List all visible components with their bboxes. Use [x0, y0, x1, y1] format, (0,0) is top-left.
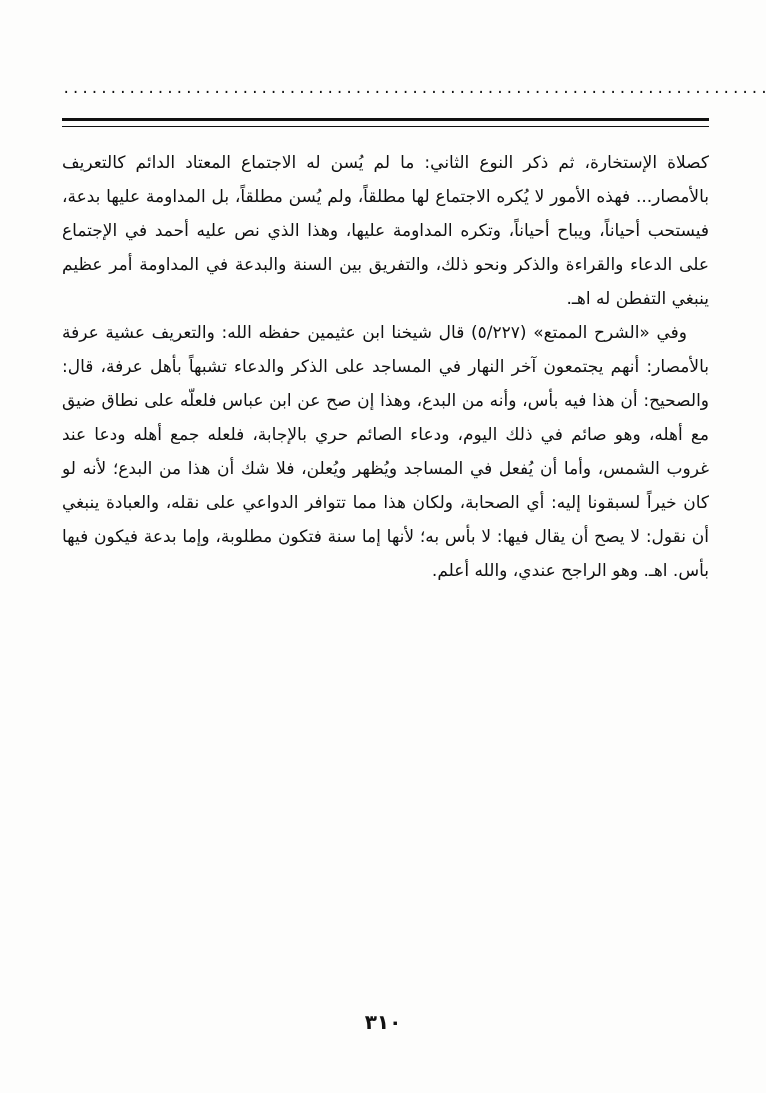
paragraph-1: كصلاة الإستخارة، ثم ذكر النوع الثاني: ما لم يُسن له الاجتماع المعتاد الدائم كالتعريف بالأمصار... فهذه الأمور لا يُكره الاجتماع لها مطلقاً، ولم يُسن مطلقاً، بل المداومة عليها بدعة، فيستحب أحياناً، ويباح أحياناً، وتكره المداومة عليها، وهذا الذي نص عليه أحمد في الإجتماع على الدعاء والقراءة والذكر ونحو ذلك، والتفريق بين السنة والبدعة في المداومة أمر عظيم ينبغي التفطن له اهـ.: [62, 153, 709, 309]
header-rule-thin: [62, 126, 709, 127]
header-dotted-line: ...........................................................................: [62, 81, 769, 97]
page-number: ٣١٠: [364, 1010, 402, 1034]
page-body: [62, 146, 709, 588]
header-rule-thick: [62, 118, 709, 121]
paragraph-2: وفي «الشرح الممتع» (٥/٢٢٧) قال شيخنا ابن عثيمين حفظه الله: والتعريف عشية عرفة بالأمصار: أنهم يجتمعون آخر النهار في المساجد على الذكر والدعاء تشبهاً بأهل عرفة، قال: والصحيح: أن هذا فيه بأس، وأنه من البدع، وهذا إن صح عن ابن عباس فلعلّه على نطاق ضيق مع أهله، وهو صائم في ذلك اليوم، ودعاء الصائم حري بالإجابة، فلعله جمع أهله ودعا عند غروب الشمس، وأما أن يُفعل في المساجد ويُظهر ويُعلن، فلا شك أن هذا من البدع؛ لأنه لو كان خيراً لسبقونا إليه: أي الصحابة، ولكان هذا مما تتوافر الدواعي على نقله، والعبادة ينبغي أن نقول: لا يصح أن يقال فيها: لا بأس به؛ لأنها إما سنة فتكون مطلوبة، وإما بدعة فيكون فيها بأس. اهـ. وهو الراجح عندي، والله أعلم.: [62, 323, 709, 581]
